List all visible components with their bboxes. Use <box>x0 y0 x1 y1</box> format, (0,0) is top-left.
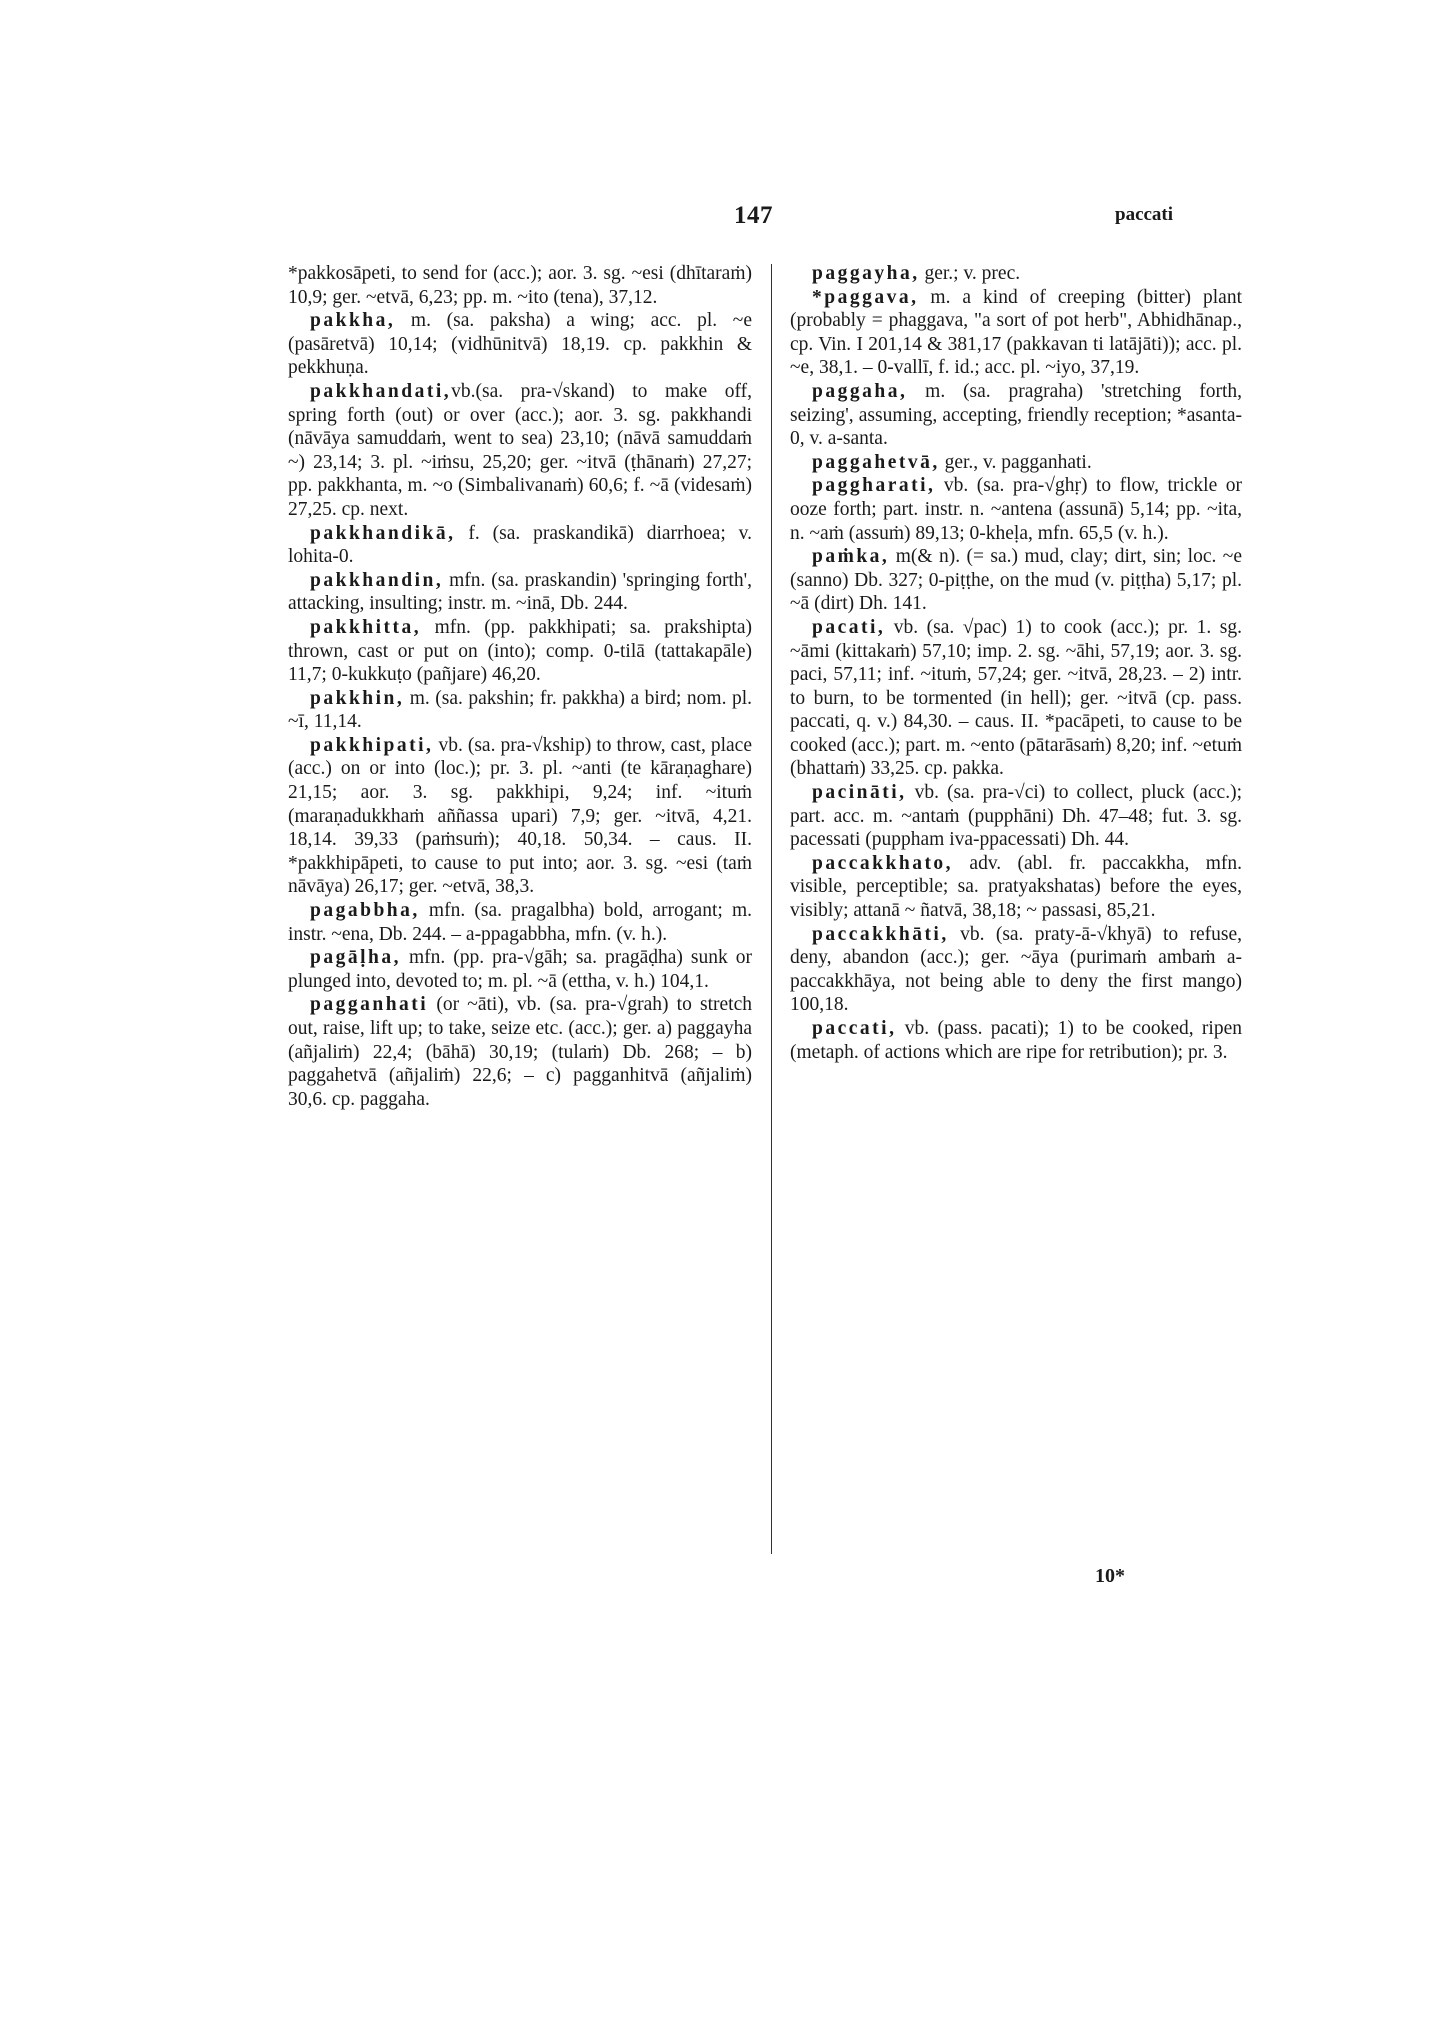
entry-definition: mfn. (pp. pakkhipati; sa. prakshipta) thrown, cast or put on (into); comp. 0-tilā (tattakapāle) 11,7; 0-kukkuṭo (pañjare) 46,20. <box>288 616 752 686</box>
entry-headword: pakkha, <box>310 310 396 332</box>
dictionary-entry <box>288 380 752 522</box>
entry-headword: paṁka, <box>812 546 890 568</box>
entry-headword: paggharati, <box>812 475 936 497</box>
entry-headword: paccati, <box>812 1018 897 1039</box>
dictionary-entry <box>790 474 1242 545</box>
left-column <box>288 262 752 1111</box>
running-head: paccati <box>1115 204 1174 225</box>
dictionary-entry <box>790 545 1242 616</box>
dictionary-entry <box>790 451 1242 475</box>
right-column <box>790 262 1242 1064</box>
entry-definition: mfn. (pp. pra-√gāh; sa. pragāḍha) sunk or plunged into, devoted to; m. pl. ~ā (ettha, v. h.) 104,1. <box>288 947 752 992</box>
dictionary-entry <box>288 687 752 734</box>
entry-definition: vb. (sa. praty-ā-√khyā) to refuse, deny, abandon (acc.); ger. ~āya (purimaṁ ambaṁ a-paccakkhāya, not being able to deny the first mango) 100,18. <box>790 923 1242 1016</box>
entry-definition: m. (sa. pragraha) 'stretching forth, seizing', assuming, accepting, friendly reception; *asanta-0, v. a-santa. <box>790 380 1242 450</box>
entry-headword: pakkhin, <box>310 687 405 709</box>
entry-headword: pakkhandin, <box>310 569 444 591</box>
dictionary-entry <box>288 993 752 1111</box>
entry-definition: vb. (sa. pra-√ghṛ) to flow, trickle or ooze forth; part. instr. n. ~antena (assunā) 5,14; pp. ~ita, n. ~aṁ (assuṁ) 89,13; 0-kheḷa, mfn. 65,5 (v. h.). <box>790 475 1242 544</box>
entry-headword: paggayha, <box>812 263 920 284</box>
dictionary-entry <box>288 262 752 309</box>
dictionary-entry <box>790 923 1242 1017</box>
entry-headword: paccakkhato, <box>812 852 954 874</box>
entry-definition: vb. (sa. √pac) 1) to cook (acc.); pr. 1. sg. ~āmi (kittakaṁ) 57,10; imp. 2. sg. ~āhi, 57,19; aor. 3. sg. paci, 57,11; inf. ~ituṁ, 57,24; ger. ~itvā, 28,23. – 2) intr. to burn, to be tormented (in hell); ger. ~itvā (cp. pass. paccati, q. v.) 84,30. – caus. II. *pacāpeti, to cause to be cooked (acc.); part. m. ~ento (pātarāsaṁ) 8,20; inf. ~etuṁ (bhattaṁ) 33,25. cp. pakka. <box>790 616 1242 780</box>
dictionary-entry <box>790 262 1242 286</box>
entry-definition: m(& n). (= sa.) mud, clay; dirt, sin; loc. ~e (sanno) Db. 327; 0-piṭṭhe, on the mud (v. piṭṭha) 5,17; pl. ~ā (dirt) Dh. 141. <box>790 546 1242 615</box>
entry-definition: *pakkosāpeti, to send for (acc.); aor. 3. sg. ~esi (dhītaraṁ) 10,9; ger. ~etvā, 6,23; pp. m. ~ito (tena), 37,12. <box>288 263 752 308</box>
entry-definition: ger.; v. prec. <box>919 263 1021 284</box>
dictionary-entry <box>288 899 752 946</box>
dictionary-entry <box>790 380 1242 451</box>
page-number: 147 <box>734 202 773 229</box>
entry-definition: mfn. (sa. pragalbha) bold, arrogant; m. instr. ~ena, Db. 244. – a-ppagabbha, mfn. (v. h.). <box>288 900 752 945</box>
entry-headword: pagganhati <box>310 994 429 1016</box>
dictionary-entry <box>288 569 752 616</box>
entry-headword: pakkhandati, <box>310 380 452 402</box>
entry-headword: paccakkhāti, <box>812 923 949 945</box>
entry-headword: pakkhandikā, <box>310 522 456 544</box>
entry-headword: pacināti, <box>812 782 907 804</box>
entry-definition: adv. (abl. fr. paccakkha, mfn. visible, perceptible; sa. pratyakshatas) before the eyes, visibly; attanā ~ ñatvā, 38,18; ~ passasi, 85,21. <box>790 852 1242 922</box>
entry-definition: vb. (sa. pra-√kship) to throw, cast, place (acc.) on or into (loc.); pr. 3. pl. ~anti (te kāraṇaghare) 21,15; aor. 3. sg. pakkhipi, 9,24; inf. ~ituṁ (maraṇadukkhaṁ aññassa upari) 7,9; ger. ~itvā, 4,21. 18,14. 39,33 (paṁsuṁ); 40,18. 50,34. – caus. II. *pakkhipāpeti, to cause to put into; aor. 3. sg. ~esi (taṁ nāvāya) 26,17; ger. ~etvā, 38,3. <box>288 734 752 898</box>
entry-headword: pacati, <box>812 616 886 638</box>
entry-definition: vb. (pass. pacati); 1) to be cooked, ripen (metaph. of actions which are ripe for retribution); pr. 3. <box>790 1018 1242 1063</box>
entry-definition: vb.(sa. pra-√skand) to make off, spring forth (out) or over (acc.); aor. 3. sg. pakkhandi (nāvāya samuddaṁ, went to sea) 23,10; (nāvā samuddaṁ ~) 23,14; 3. pl. ~iṁsu, 25,20; ger. ~itvā (ṭhānaṁ) 27,27; pp. pakkhanta, m. ~o (Simbalivanaṁ) 60,6; f. ~ā (videsaṁ) 27,25. cp. next. <box>288 380 752 520</box>
entry-definition: vb. (sa. pra-√ci) to collect, pluck (acc.); part. acc. m. ~antaṁ (pupphāni) Dh. 47–48; fut. 3. sg. pacessati (puppham iva-ppacessati) Dh. 44. <box>790 782 1242 851</box>
signature-mark: 10* <box>1095 1565 1125 1587</box>
entry-definition: m. a kind of creeping (bitter) plant (probably = phaggava, "a sort of pot herb", Abhidhānap., cp. Vin. I 201,14 & 381,17 (pakkavan ti latājāti)); acc. pl. ~e, 38,1. – 0-vallī, f. id.; acc. pl. ~iyo, 37,19. <box>790 286 1242 379</box>
entry-definition: m. (sa. pakshin; fr. pakkha) a bird; nom. pl. ~ī, 11,14. <box>288 687 752 733</box>
column-divider <box>771 264 772 1554</box>
dictionary-entry <box>790 286 1242 380</box>
entry-definition: m. (sa. paksha) a wing; acc. pl. ~e (pasāretvā) 10,14; (vidhūnitvā) 18,19. cp. pakkhin & pekkhuṇa. <box>288 310 752 379</box>
entry-headword: pakkhitta, <box>310 616 422 638</box>
dictionary-entry <box>790 616 1242 781</box>
entry-headword: pagabbha, <box>310 900 420 922</box>
dictionary-entry <box>790 781 1242 852</box>
entry-headword: paggahetvā, <box>812 451 940 473</box>
dictionary-entry <box>288 522 752 569</box>
dictionary-entry <box>288 734 752 899</box>
entry-headword: paggaha, <box>812 380 908 402</box>
entry-headword: pagāḷha, <box>310 947 401 969</box>
entry-definition: f. (sa. praskandikā) diarrhoea; v. lohita-0. <box>288 522 752 568</box>
dictionary-entry <box>288 309 752 380</box>
entry-headword: pakkhipati, <box>310 734 434 756</box>
entry-definition: mfn. (sa. praskandin) 'springing forth', attacking, insulting; instr. m. ~inā, Db. 244. <box>288 569 752 615</box>
entry-definition: (or ~āti), vb. (sa. pra-√grah) to stretch out, raise, lift up; to take, seize etc. (acc.); ger. a) paggayha (añjaliṁ) 22,4; (bāhā) 30,19; (tulaṁ) Db. 268; – b) paggahetvā (añjaliṁ) 22,6; – c) pagganhitvā (añjaliṁ) 30,6. cp. paggaha. <box>288 994 752 1110</box>
dictionary-entry <box>288 946 752 993</box>
entry-definition: ger., v. pagganhati. <box>939 451 1092 473</box>
dictionary-entry <box>790 852 1242 923</box>
dictionary-entry <box>790 1017 1242 1064</box>
entry-headword: *paggava, <box>812 286 919 308</box>
dictionary-entry <box>288 616 752 687</box>
